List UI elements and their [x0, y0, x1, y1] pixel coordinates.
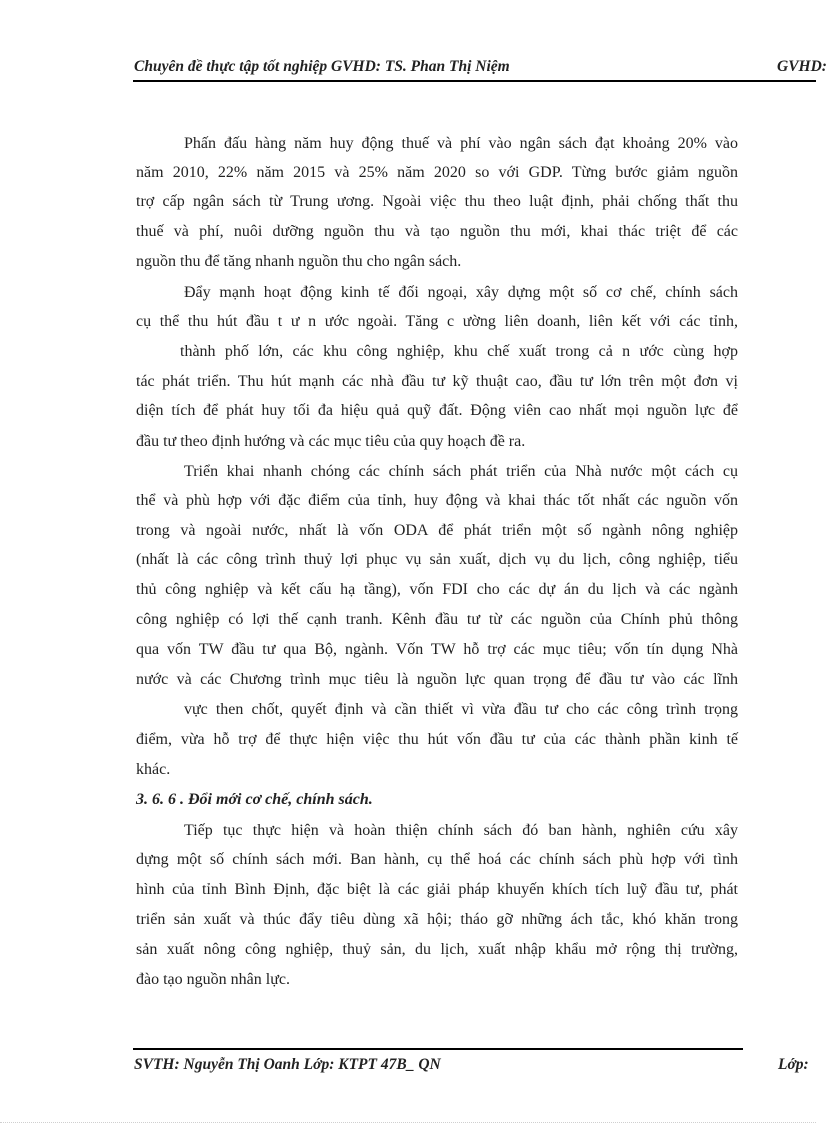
footer-text-right: Lớp: — [778, 1056, 809, 1073]
text-line: dựng một số chính sách mới. Ban hành, cụ thể hoá các chính sách phù hợp với tình — [136, 851, 738, 868]
text-line: diện tích để phát huy tối đa hiệu quả quỹ đất. Động viên cao nhất mọi nguồn lực để — [136, 402, 738, 419]
text-line: sản xuất nông công nghiệp, thuỷ sản, du lịch, xuất nhập khẩu mở rộng thị trường, — [136, 941, 738, 958]
text-line: công nghiệp có lợi thế cạnh tranh. Kênh đầu tư từ các nguồn của Chính phủ thông — [136, 611, 738, 628]
text-line: nước và các Chương trình mục tiêu là nguồn lực quan trọng để đầu tư vào các lĩnh — [136, 671, 738, 688]
text-line: trong và ngoài nước, nhất là vốn ODA để phát triển một số ngành nông nghiệp — [136, 522, 738, 539]
text-line: khác. — [136, 761, 171, 778]
text-line: trợ cấp ngân sách từ Trung ương. Ngoài việc thu theo luật định, phải chống thất thu — [136, 193, 738, 210]
text-line: vực then chốt, quyết định và cần thiết vì vừa đầu tư cho các công trình trọng — [184, 701, 738, 718]
text-line: thể và phù hợp với đặc điểm của tỉnh, huy động và khai thác tốt nhất các nguồn vốn — [136, 492, 738, 509]
section-heading: 3. 6. 6 . Đổi mới cơ chế, chính sách. — [136, 791, 373, 808]
footer-text: SVTH: Nguyễn Thị Oanh Lớp: KTPT 47B_ QN — [134, 1056, 441, 1073]
text-line: thành phố lớn, các khu công nghiệp, khu chế xuất trong cả n ước cùng hợp — [180, 343, 738, 360]
text-line: Đẩy mạnh hoạt động kinh tế đối ngoại, xây dựng một số cơ chế, chính sách — [184, 284, 738, 301]
text-line: đào tạo nguồn nhân lực. — [136, 971, 290, 988]
header-text: Chuyên đề thực tập tốt nghiệp GVHD: TS. Phan Thị Niệm — [134, 58, 510, 75]
text-line: Triển khai nhanh chóng các chính sách phát triển của Nhà nước một cách cụ — [184, 463, 738, 480]
text-line: Phấn đấu hàng năm huy động thuế và phí vào ngân sách đạt khoảng 20% vào — [184, 135, 738, 152]
text-line: (nhất là các công trình thuỷ lợi phục vụ sản xuất, dịch vụ du lịch, công nghiệp, tiểu — [136, 551, 738, 568]
text-line: năm 2010, 22% năm 2015 và 25% năm 2020 so với GDP. Từng bước giảm nguồn — [136, 164, 738, 181]
text-line: thủ công nghiệp và kết cấu hạ tầng), vốn FDI cho các dự án du lịch và các ngành — [136, 581, 738, 598]
text-line: đầu tư theo định hướng và các mục tiêu của quy hoạch đề ra. — [136, 433, 526, 450]
text-line: Tiếp tục thực hiện và hoàn thiện chính sách đó ban hành, nghiên cứu xây — [184, 822, 738, 839]
footer-rule — [133, 1048, 743, 1050]
text-line: tác phát triển. Thu hút mạnh các nhà đầu tư kỹ thuật cao, đầu tư lớn trên một đơn vị — [136, 373, 738, 390]
text-line: điểm, vừa hỗ trợ để thực hiện việc thu hút vốn đầu tư của các thành phần kinh tế — [136, 731, 738, 748]
header-rule — [133, 80, 816, 82]
text-line: thuế và phí, nuôi dưỡng nguồn thu và tạo nguồn thu mới, khai thác triệt để các — [136, 223, 738, 240]
text-line: hình của tỉnh Bình Định, đặc biệt là các giải pháp khuyến khích tích luỹ đầu tư, phát — [136, 881, 738, 898]
text-line: qua vốn TW đầu tư qua Bộ, ngành. Vốn TW hỗ trợ các mục tiêu; vốn tín dụng Nhà — [136, 641, 738, 658]
text-line: cụ thể thu hút đầu t ư n ước ngoài. Tăng c ường liên doanh, liên kết với các tỉnh, — [136, 313, 738, 330]
text-line: triển sản xuất và thúc đẩy tiêu dùng xã hội; tháo gỡ những ách tắc, khó khăn trong — [136, 911, 738, 928]
text-line: nguồn thu để tăng nhanh nguồn thu cho ngân sách. — [136, 253, 462, 270]
header-text-right: GVHD: — [777, 58, 827, 75]
